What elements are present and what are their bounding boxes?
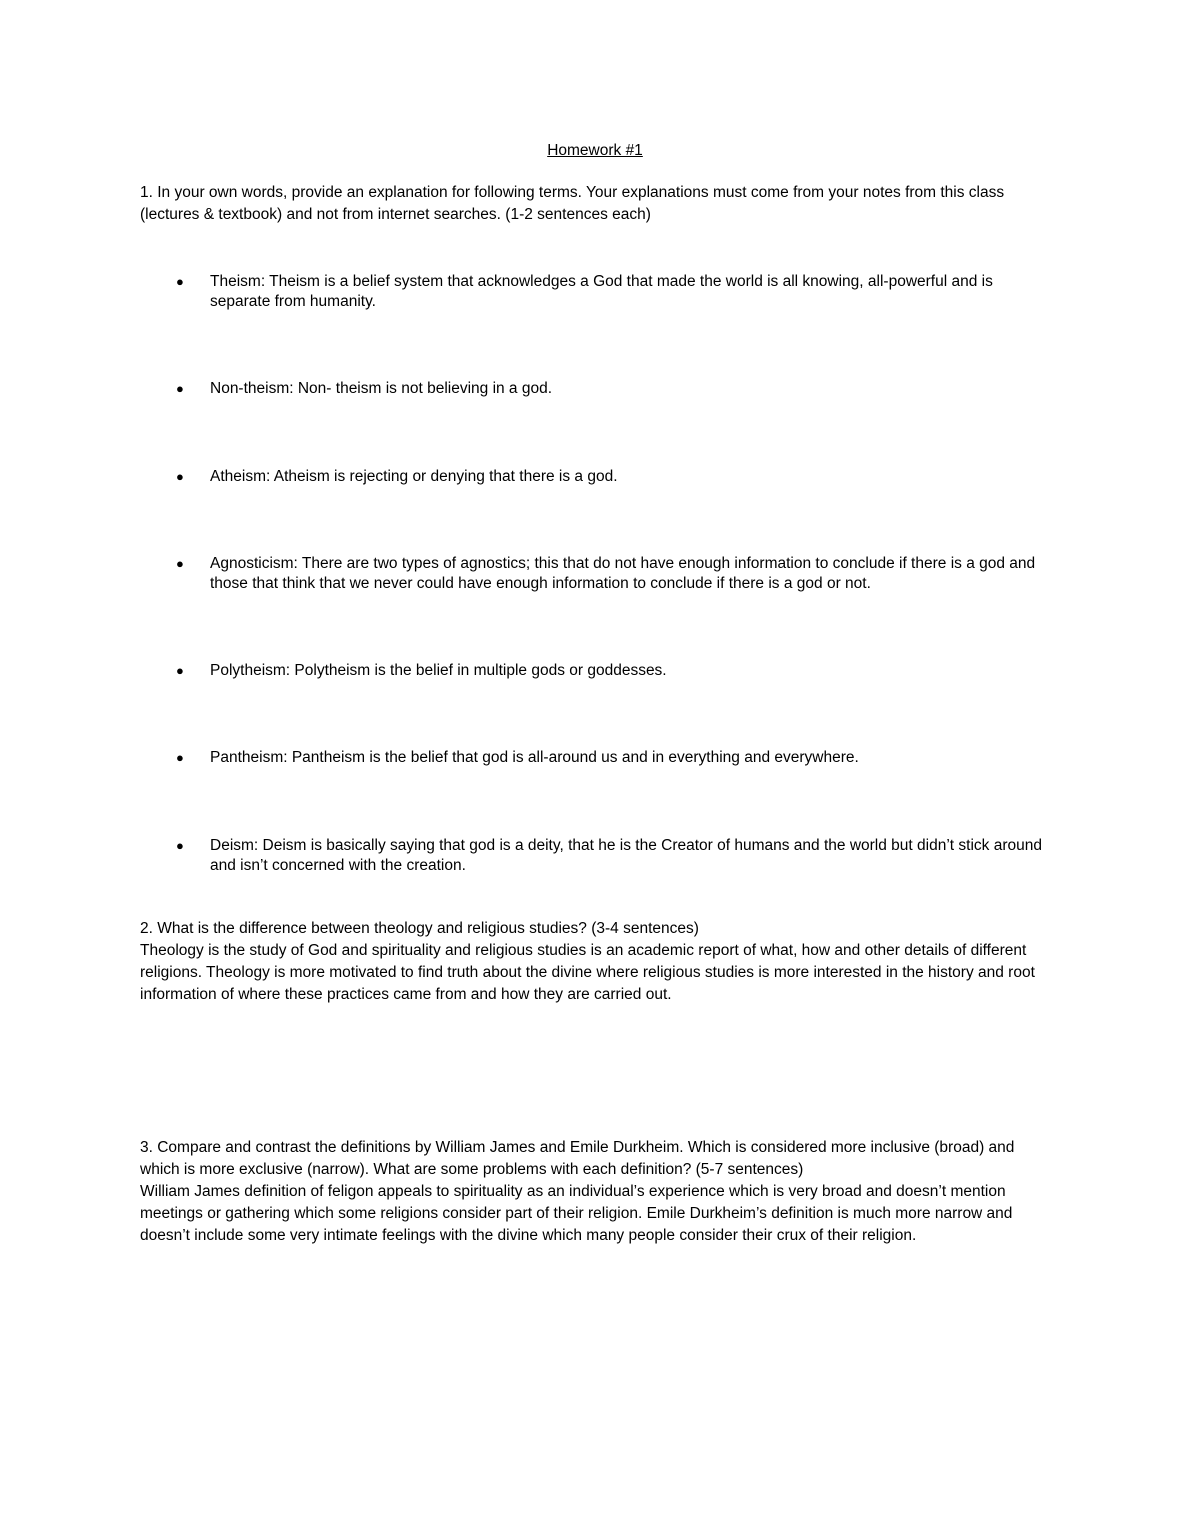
bullet-icon: ● [176, 381, 184, 396]
term-non-theism: Non-theism: Non- theism is not believing in a god. [210, 380, 553, 397]
document-title [0, 140, 1190, 162]
question-2-answer: Theology is the study of God and spirituality and religious studies is an academic report of what, how and other details of different religions. Theology is more motivated to find truth about the divine where religious studies is more interested in the history and root information of where these practices came from and how they are carried out. [140, 942, 1035, 1003]
bullet-icon: ● [176, 663, 184, 678]
bullet-icon: ● [176, 556, 184, 571]
bullet-icon: ● [176, 838, 184, 853]
bullet-icon: ● [176, 469, 184, 484]
bullet-icon: ● [176, 274, 184, 289]
bullet-icon: ● [176, 750, 184, 765]
term-atheism: Atheism: Atheism is rejecting or denying that there is a god. [210, 468, 618, 485]
term-deism: Deism: Deism is basically saying that god is a deity, that he is the Creator of humans and the world but didn’t stick around and isn’t concerned with the creation. [210, 837, 1042, 874]
term-polytheism: Polytheism: Polytheism is the belief in multiple gods or goddesses. [210, 662, 667, 679]
term-theism: Theism: Theism is a belief system that acknowledges a God that made the world is all knowing, all-powerful and is separate from humanity. [210, 273, 993, 310]
question-1-prompt: 1. In your own words, provide an explanation for following terms. Your explanations must come from your notes from this class (lectures & textbook) and not from internet searches. (1-2 sentences each) [140, 184, 1005, 223]
term-pantheism: Pantheism: Pantheism is the belief that god is all-around us and in everything and everywhere. [210, 749, 859, 766]
document-title-text: Homework #1 [547, 142, 643, 159]
term-agnosticism: Agnosticism: There are two types of agnostics; this that do not have enough information to conclude if there is a god and those that think that we never could have enough information to conclude if there is a god or not. [210, 555, 1036, 592]
question-2-prompt: 2. What is the difference between theology and religious studies? (3-4 sentences) [140, 920, 699, 937]
question-3-prompt: 3. Compare and contrast the definitions by William James and Emile Durkheim. Which is considered more inclusive (broad) and which is more exclusive (narrow). What are some problems with each definition? (5-7 sentences) [140, 1139, 1015, 1178]
question-3-answer: William James definition of feligon appeals to spirituality as an individual’s experience which is very broad and doesn’t mention meetings or gathering which some religions consider part of their religion. Emile Durkheim’s definition is much more narrow and doesn’t include some very intimate feelings with the divine which many people consider their crux of their religion. [140, 1183, 1013, 1244]
